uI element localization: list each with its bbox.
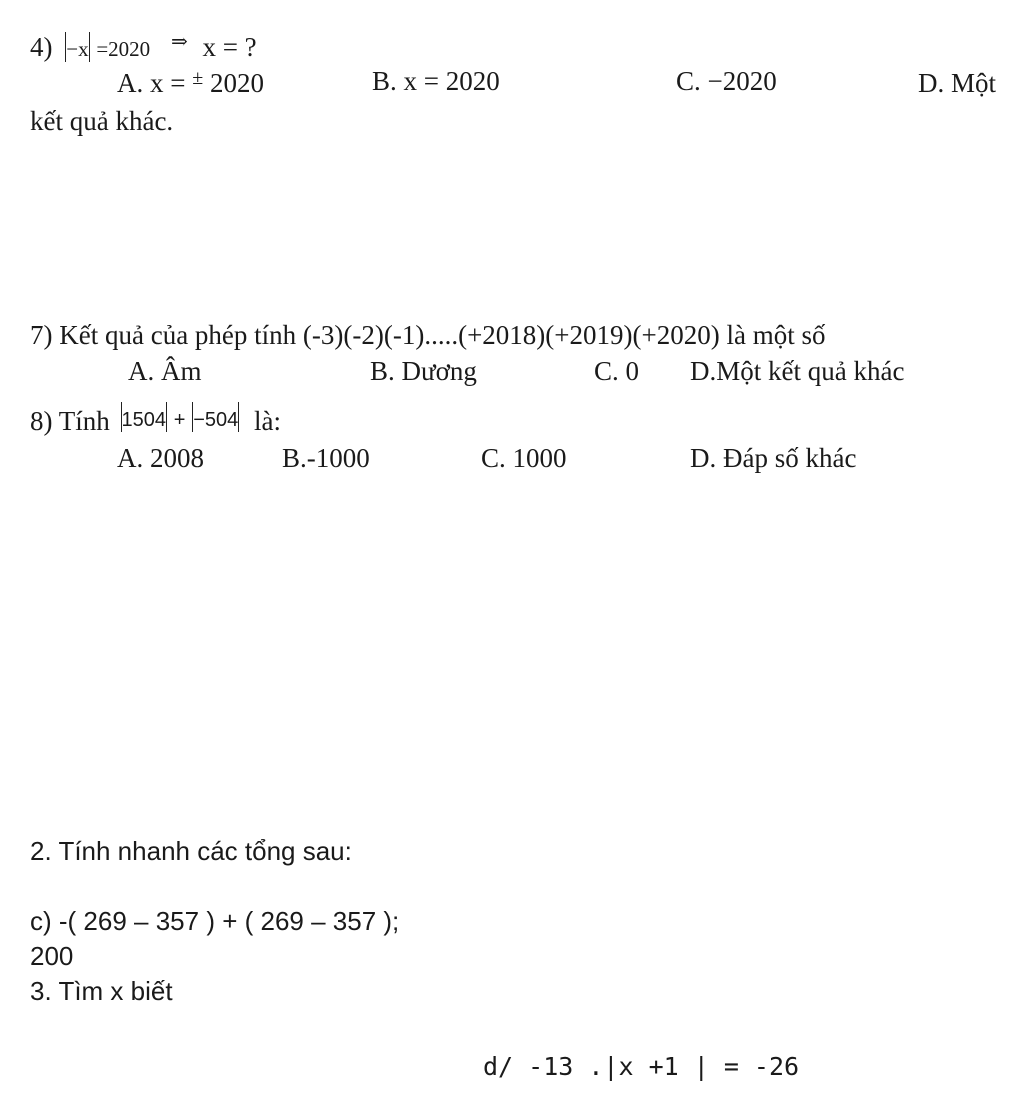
q4-option-d: D. Một	[918, 68, 997, 98]
q4-option-d-continued: kết quả khác.	[30, 106, 174, 136]
q8-tail: là:	[254, 406, 281, 436]
q8-label: 8) Tính	[30, 406, 110, 436]
q4-question: x = ?	[202, 32, 257, 62]
section2-item-c: c) -( 269 – 357 ) + ( 269 – 357 );	[30, 906, 400, 936]
q8-option-c: C. 1000	[481, 443, 567, 473]
implies-arrow-icon: ⇒	[170, 31, 188, 53]
q8-option-b: B.-1000	[282, 443, 370, 473]
q4-plus-minus: ±	[192, 67, 204, 89]
q7-option-d: D.Một kết quả khác	[690, 356, 905, 386]
q7-option-b: B. Dương	[370, 356, 477, 386]
q8-abs-expression	[121, 402, 240, 432]
q7-option-a: A. Âm	[128, 356, 202, 386]
section3-title: 3. Tìm x biết	[30, 976, 173, 1006]
q8-option-d: D. Đáp số khác	[690, 443, 857, 473]
q4-equals-value: =2020	[96, 37, 151, 61]
q4-line	[30, 32, 257, 62]
section2-title: 2. Tính nhanh các tổng sau:	[30, 836, 352, 866]
q7-option-c: C. 0	[594, 356, 640, 386]
section2-answer: 200	[30, 941, 74, 971]
q4-option-b: B. x = 2020	[372, 66, 500, 96]
q4-abs-inner: −x	[66, 37, 89, 61]
q4-number: 4)	[30, 32, 53, 62]
q4-option-a: A. x = ± 2020	[117, 67, 264, 98]
q8-plus: +	[173, 409, 186, 431]
q8-option-a: A. 2008	[117, 443, 204, 473]
q8-line	[30, 402, 281, 435]
section3-item-d: d/ -13 .|x +1 | = -26	[483, 1052, 800, 1081]
q8-abs-neg504: −504	[193, 409, 239, 431]
q7-stem: 7) Kết quả của phép tính (-3)(-2)(-1).....(+2018)(+2019)(+2020) là một số	[30, 320, 826, 350]
q8-abs-1504: 1504	[121, 409, 166, 431]
q4-option-c: C. −2020	[676, 66, 777, 96]
q4-abs-expression	[65, 32, 96, 62]
